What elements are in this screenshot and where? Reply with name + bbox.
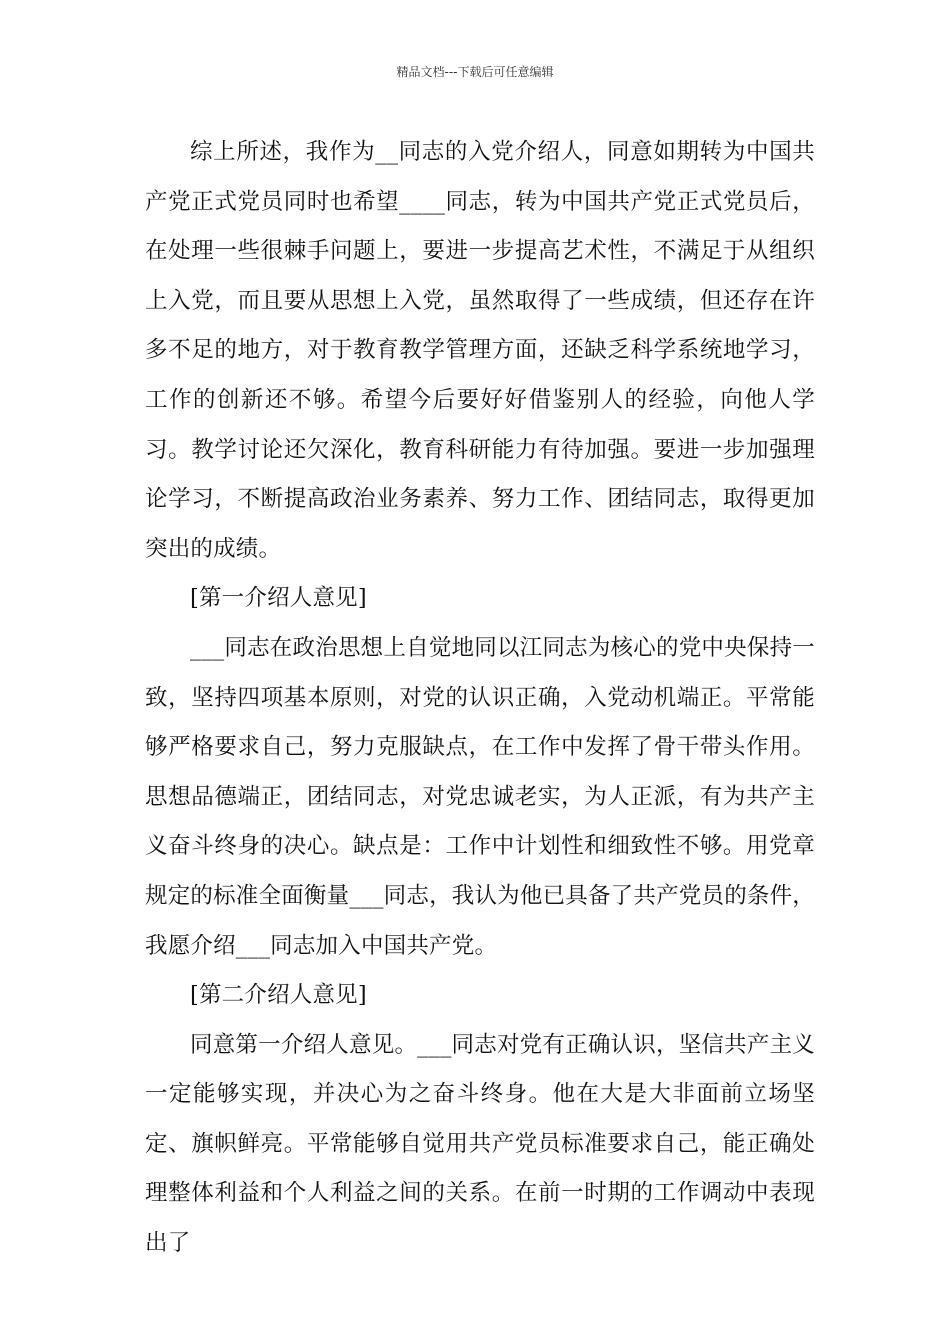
page-header: 精品文档---下载后可任意编辑: [396, 65, 554, 79]
paragraph-summary: 综上所述，我作为__同志的入党介绍人，同意如期转为中国共产党正式党员同时也希望____同志，转为中国共产党正式党员后，在处理一些很棘手问题上，要进一步提高艺术性，不满足于从组织上入党，而且要从思想上入党，虽然取得了一些成绩，但还存在许多不足的地方，对于教育教学管理方面，还缺乏科学系统地学习，工作的创新还不够。希望今后要好好借鉴别人的经验，向他人学习。教学讨论还欠深化，教育科研能力有待加强。要进一步加强理论学习，不断提高政治业务素养、努力工作、团结同志，取得更加突出的成绩。: [145, 139, 815, 562]
paragraph-second-introducer-opinion: 同意第一介绍人意见。___同志对党有正确认识，坚信共产主义一定能够实现，并决心为之奋斗终身。他在大是大非面前立场坚定、旗帜鲜亮。平常能够自觉用共产党员标准要求自己，能正确处理整体利益和个人利益之间的关系。在前一时期的工作调动中表现出了: [145, 1031, 815, 1257]
heading-first-introducer: [第一介绍人意见]: [190, 585, 367, 612]
heading-second-introducer: [第二介绍人意见]: [190, 982, 367, 1009]
document-body: [145, 128, 815, 1269]
paragraph-first-introducer-opinion: ___同志在政治思想上自觉地同以江同志为核心的党中央保持一致，坚持四项基本原则，对党的认识正确，入党动机端正。平常能够严格要求自己，努力克服缺点，在工作中发挥了骨干带头作用。思想品德端正，团结同志，对党忠诚老实，为人正派，有为共产主义奋斗终身的决心。缺点是：工作中计划性和细致性不够。用党章规定的标准全面衡量___同志，我认为他已具备了共产党员的条件，我愿介绍___同志加入中国共产党。: [145, 634, 815, 959]
